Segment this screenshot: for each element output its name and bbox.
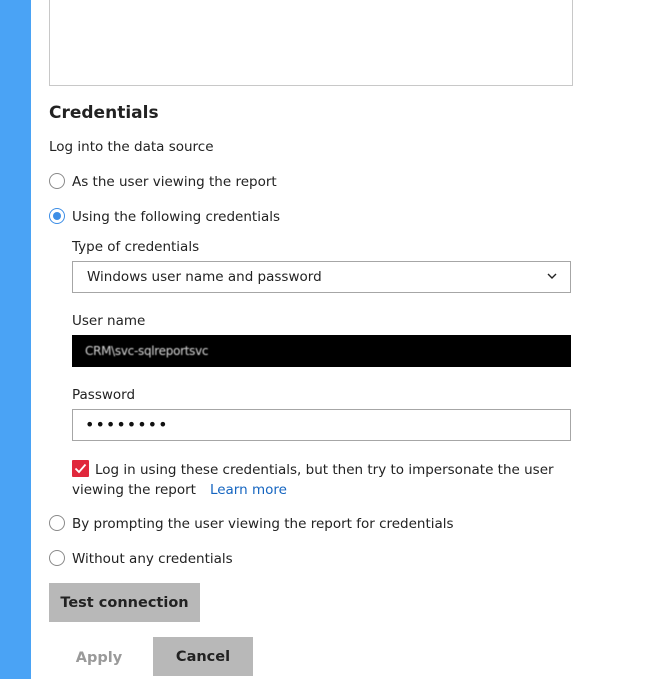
chevron-down-icon: [546, 270, 558, 282]
radio-no-credentials-label[interactable]: Without any credentials: [72, 551, 233, 567]
type-of-credentials-label: Type of credentials: [72, 239, 200, 255]
connection-string-textarea[interactable]: [49, 0, 573, 86]
learn-more-link[interactable]: Learn more: [209, 482, 287, 498]
radio-as-viewer-label[interactable]: As the user viewing the report: [72, 174, 277, 190]
password-label: Password: [72, 387, 136, 403]
cancel-button[interactable]: Cancel: [153, 637, 253, 676]
section-title: Credentials: [49, 103, 159, 123]
credential-type-value: Windows user name and password: [87, 269, 322, 285]
impersonate-label[interactable]: Log in using these credentials, but then try to impersonate the user viewing the report: [72, 462, 554, 498]
username-input[interactable]: [72, 335, 571, 367]
left-accent-bar: [0, 0, 31, 679]
radio-prompting-label[interactable]: By prompting the user viewing the report for credentials: [72, 516, 454, 532]
radio-no-credentials[interactable]: [49, 550, 65, 566]
credential-type-select[interactable]: [72, 261, 571, 293]
radio-prompting[interactable]: [49, 515, 65, 531]
username-value: CRM\svc-sqlreportsvc: [85, 344, 209, 358]
radio-following-credentials[interactable]: [49, 208, 65, 224]
username-label: User name: [72, 313, 146, 329]
password-input[interactable]: [72, 409, 571, 441]
radio-following-credentials-label[interactable]: Using the following credentials: [72, 209, 281, 225]
radio-as-viewer[interactable]: [49, 173, 65, 189]
password-value: ••••••••: [85, 415, 169, 434]
test-connection-button[interactable]: Test connection: [49, 583, 200, 622]
apply-button[interactable]: Apply: [49, 638, 149, 677]
impersonate-text-block: [72, 460, 567, 500]
credentials-subtitle: Log into the data source: [49, 139, 214, 155]
